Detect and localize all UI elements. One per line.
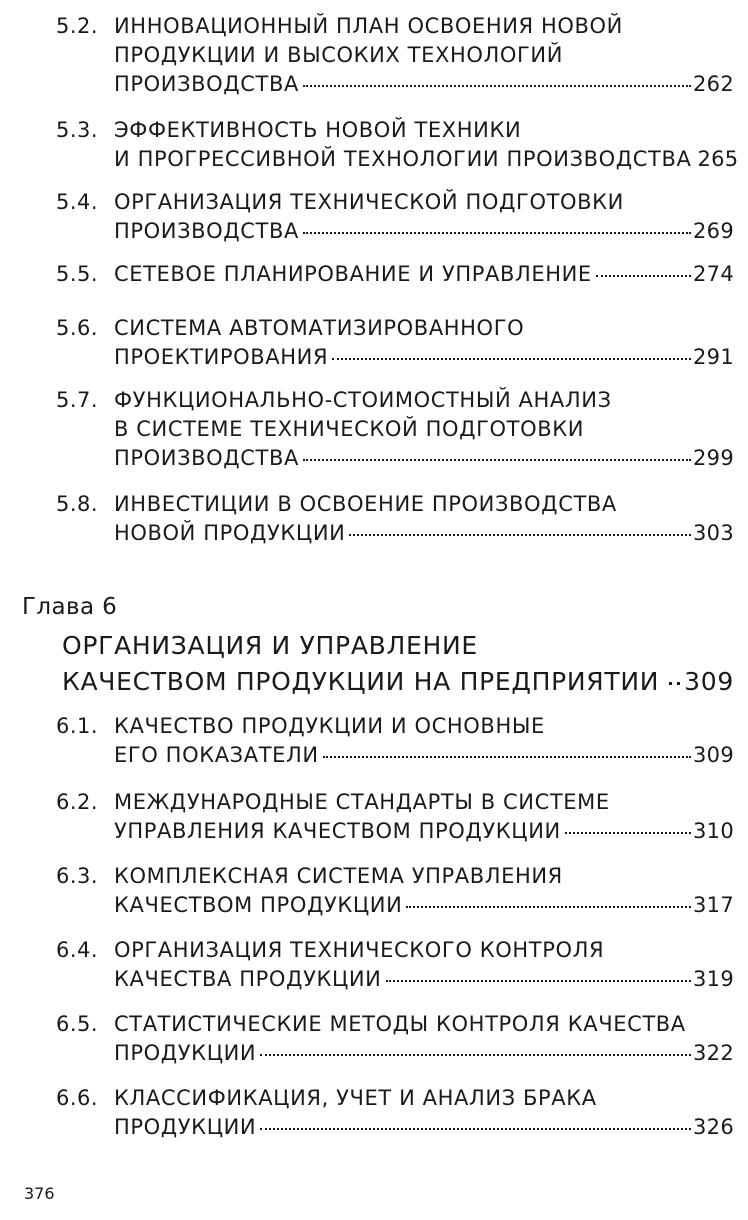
- entry-title-text: ПРОИЗВОДСТВА: [114, 72, 299, 96]
- entry-page-number: 262: [693, 72, 734, 96]
- entry-page-number: 310: [693, 819, 734, 843]
- entry-page-number: 269: [693, 219, 734, 243]
- entry-title-last-line: [114, 215, 734, 247]
- entry-title-last-line: [114, 815, 734, 847]
- entry-title-last-line: [114, 341, 734, 373]
- entry-number: 6.6.: [56, 1086, 99, 1110]
- chapter-page-number: 309: [684, 667, 734, 696]
- entry-title-line: ПРОДУКЦИИ И ВЫСОКИХ ТЕХНОЛОГИЙ: [114, 43, 564, 67]
- entry-number: 5.7.: [56, 388, 99, 412]
- entry-title-line: ОРГАНИЗАЦИЯ ТЕХНИЧЕСКОГО КОНТРОЛЯ: [114, 938, 605, 962]
- entry-title-line: ИНВЕСТИЦИИ В ОСВОЕНИЕ ПРОИЗВОДСТВА: [114, 492, 617, 516]
- entry-title-text: СЕТЕВОЕ ПЛАНИРОВАНИЕ И УПРАВЛЕНИЕ: [114, 262, 592, 286]
- entry-number: 5.6.: [56, 316, 99, 340]
- entry-page-number: 291: [693, 345, 734, 369]
- entry-page-number: 326: [693, 1115, 734, 1139]
- dot-leader: [406, 906, 691, 908]
- dot-leader: [596, 275, 691, 277]
- entry-title-last-line: [114, 1111, 734, 1143]
- entry-number: 6.1.: [56, 714, 99, 738]
- entry-title-line: ОРГАНИЗАЦИЯ ТЕХНИЧЕСКОЙ ПОДГОТОВКИ: [114, 190, 624, 214]
- entry-title-last-line: [114, 68, 734, 100]
- entry-title-line: МЕЖДУНАРОДНЫЕ СТАНДАРТЫ В СИСТЕМЕ: [114, 790, 610, 814]
- dot-leader: [332, 358, 691, 360]
- entry-page-number: 322: [693, 1041, 734, 1065]
- entry-title-line: ЭФФЕКТИВНОСТЬ НОВОЙ ТЕХНИКИ: [114, 118, 522, 142]
- page-number: 376: [24, 1184, 55, 1203]
- entry-number: 6.5.: [56, 1012, 99, 1036]
- dot-leader: [323, 756, 691, 758]
- entry-number: 5.2.: [56, 14, 99, 38]
- entry-page-number: 309: [693, 743, 734, 767]
- chapter-title-line-1: ОРГАНИЗАЦИЯ И УПРАВЛЕНИЕ: [62, 631, 478, 660]
- entry-title-last-line: [114, 739, 734, 771]
- entry-title-last-line: [114, 889, 734, 921]
- dot-leader: [260, 1054, 691, 1056]
- entry-title-text: КАЧЕСТВА ПРОДУКЦИИ: [114, 967, 382, 991]
- entry-number: 6.4.: [56, 938, 99, 962]
- entry-title-last-line: [114, 258, 734, 290]
- entry-page-number: 299: [693, 446, 734, 470]
- entry-title-text: И ПРОГРЕССИВНОЙ ТЕХНОЛОГИИ ПРОИЗВОДСТВА: [114, 147, 692, 171]
- dot-leader: [303, 459, 691, 461]
- entry-title-text: ПРОДУКЦИИ: [114, 1041, 257, 1065]
- entry-title-line: ФУНКЦИОНАЛЬНО-СТОИМОСТНЫЙ АНАЛИЗ: [114, 388, 612, 412]
- entry-title-line: КЛАССИФИКАЦИЯ, УЧЕТ И АНАЛИЗ БРАКА: [114, 1086, 597, 1110]
- entry-title-last-line: [114, 517, 734, 549]
- dot-leader: [386, 980, 692, 982]
- entry-title-last-line: [114, 963, 734, 995]
- dot-leader: [669, 682, 680, 685]
- entry-title-last-line: [114, 1037, 734, 1069]
- entry-page-number: 319: [693, 967, 734, 991]
- entry-title-line: КОМПЛЕКСНАЯ СИСТЕМА УПРАВЛЕНИЯ: [114, 864, 563, 888]
- entry-title-text: УПРАВЛЕНИЯ КАЧЕСТВОМ ПРОДУКЦИИ: [114, 819, 561, 843]
- entry-title-last-line: [114, 442, 734, 474]
- entry-title-text: ПРОДУКЦИИ: [114, 1115, 257, 1139]
- entry-page-number: 303: [693, 521, 734, 545]
- entry-title-last-line: [114, 143, 739, 175]
- chapter-title-line-2[interactable]: [62, 664, 734, 700]
- entry-title-text: ПРОЕКТИРОВАНИЯ: [114, 345, 329, 369]
- dot-leader: [303, 85, 691, 87]
- entry-number: 6.3.: [56, 864, 99, 888]
- entry-title-line: СТАТИСТИЧЕСКИЕ МЕТОДЫ КОНТРОЛЯ КАЧЕСТВА: [114, 1012, 686, 1036]
- entry-number: 5.5.: [56, 262, 99, 286]
- entry-title-text: ПРОИЗВОДСТВА: [114, 219, 299, 243]
- entry-number: 6.2.: [56, 790, 99, 814]
- dot-leader: [349, 534, 691, 536]
- entry-number: 5.8.: [56, 492, 99, 516]
- chapter-title-text: КАЧЕСТВОМ ПРОДУКЦИИ НА ПРЕДПРИЯТИИ: [62, 667, 660, 696]
- entry-page-number: 265: [697, 147, 739, 171]
- entry-title-line: ИННОВАЦИОННЫЙ ПЛАН ОСВОЕНИЯ НОВОЙ: [114, 14, 623, 38]
- entry-title-text: КАЧЕСТВОМ ПРОДУКЦИИ: [114, 893, 403, 917]
- dot-leader: [260, 1128, 691, 1130]
- entry-title-text: ПРОИЗВОДСТВА: [114, 446, 299, 470]
- entry-title-text: НОВОЙ ПРОДУКЦИИ: [114, 521, 346, 545]
- entry-number: 5.3.: [56, 118, 99, 142]
- entry-title-line: КАЧЕСТВО ПРОДУКЦИИ И ОСНОВНЫЕ: [114, 714, 545, 738]
- entry-title-line: СИСТЕМА АВТОМАТИЗИРОВАННОГО: [114, 316, 525, 340]
- entry-page-number: 274: [693, 262, 734, 286]
- entry-page-number: 317: [693, 893, 734, 917]
- entry-title-text: ЕГО ПОКАЗАТЕЛИ: [114, 743, 319, 767]
- chapter-label: Глава 6: [22, 594, 118, 620]
- dot-leader: [303, 232, 691, 234]
- entry-number: 5.4.: [56, 190, 99, 214]
- dot-leader: [565, 832, 691, 834]
- entry-title-line: В СИСТЕМЕ ТЕХНИЧЕСКОЙ ПОДГОТОВКИ: [114, 417, 585, 441]
